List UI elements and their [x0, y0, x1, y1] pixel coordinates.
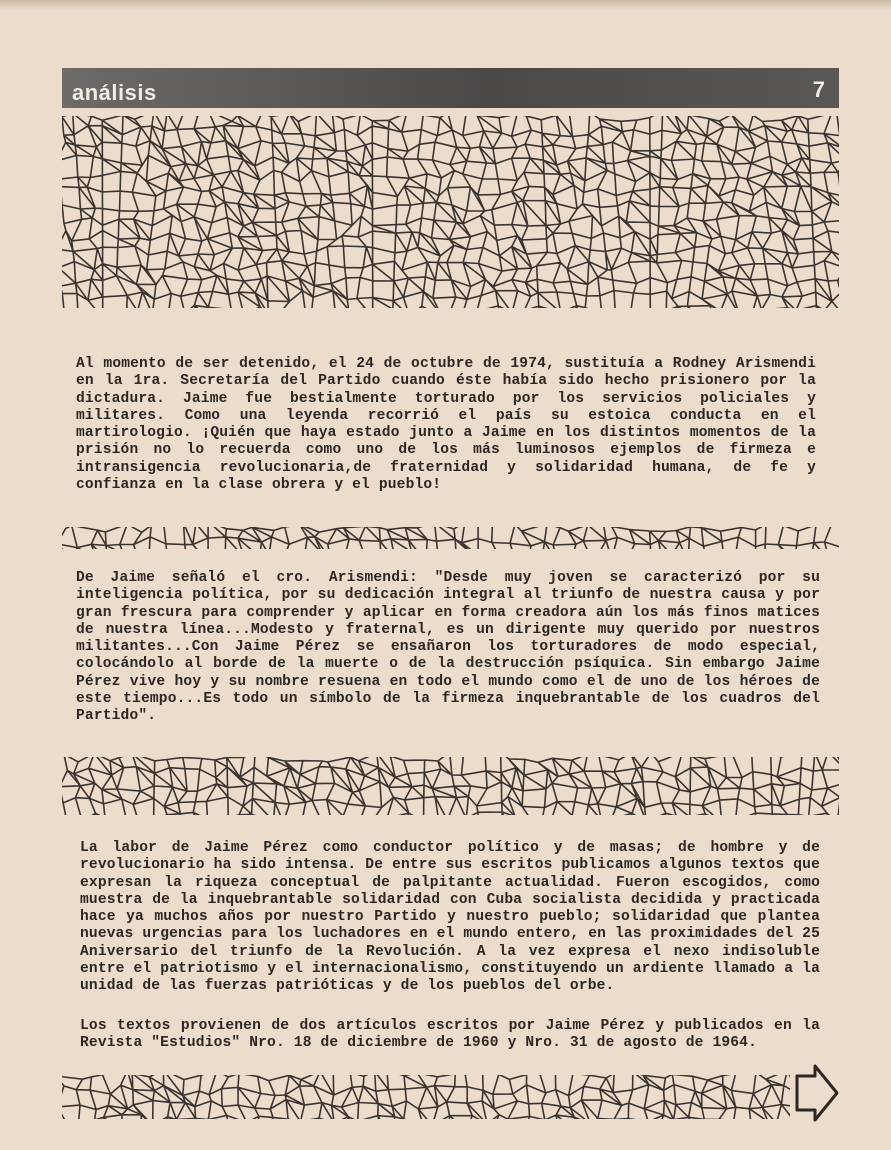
mosaic-texture-band-middle — [62, 757, 839, 815]
mosaic-texture-band-top — [62, 116, 839, 308]
paragraph-quote: De Jaime señaló el cro. Arismendi: "Desde muy joven se caracterizó por su inteligencia política, por su dedicación integral al triunfo de nuestra causa y por gran frescura para comprender y aplicar en forma creadora aún los más finos matices de nuestra línea...Modesto y fraternal, es un dirigente muy querido por nuestros militantes...Con Jaime Pérez se ensañaron los torturadores de modo especial, colocándolo al borde de la muerte o de la destrucción psíquica. Sin embargo Jaime Pérez vive hoy y su nombre resuena en todo el mundo como el de uno de los héroes de este tiempo...Es todo un símbolo de la firmeza inquebrantable de los cuadros del Partido". — [76, 570, 820, 725]
mosaic-texture-divider-1 — [62, 527, 839, 549]
page-number: 7 — [812, 77, 825, 102]
mosaic-pattern — [62, 757, 839, 815]
section-title: análisis — [72, 80, 157, 105]
mosaic-pattern — [62, 1075, 790, 1119]
mosaic-texture-band-bottom — [62, 1075, 790, 1119]
mosaic-pattern — [62, 116, 839, 308]
paragraph-sources: Los textos provienen de dos artículos escritos por Jaime Pérez y publicados en la Revista "Estudios" Nro. 18 de diciembre de 1960 y Nro. 31 de agosto de 1964. — [80, 1018, 820, 1052]
page-edge — [0, 0, 891, 10]
paragraph-intro: Al momento de ser detenido, el 24 de octubre de 1974, sustituía a Rodney Arismendi en la 1ra. Secretaría del Partido cuando éste había sido hecho prisionero por la dictadura. Jaime fue bestialmente torturado por los servicios policiales y militares. Como una leyenda recorrió el país su estoica conducta en el martirologio. ¡Quién que haya estado junto a Jaime en los distintos momentos de la prisión no lo recuerda como uno de los más luminosos ejemplos de firmeza e intransigencia revolucionaria,de fraternidad y solidaridad humana, de fe y confianza en la clase obrera y el pueblo! — [76, 356, 816, 494]
paragraph-labor: La labor de Jaime Pérez como conductor político y de masas; de hombre y de revolucionario ha sido intensa. De entre sus escritos publicamos algunos textos que expresan la riqueza conceptual de palpitante actualidad. Fueron escogidos, como muestra de la inquebrantable solidaridad con Cuba socialista decidida y practicada hace ya muchos años por nuestro Partido y nuestro pueblo; solidaridad que plantea nuevas urgencias para los luchadores en el mundo entero, en las proximidades del 25 Aniversario del triunfo de la Revolución. A la vez expresa el nexo indisoluble entre el patriotismo y el internacionalismo, constituyendo un ardiente llamado a la unidad de las fuerzas patrióticas y de los pueblos del orbe. — [80, 840, 820, 995]
section-header-bar — [62, 68, 839, 108]
arrow-right-icon — [793, 1062, 841, 1124]
mosaic-pattern — [62, 527, 839, 549]
